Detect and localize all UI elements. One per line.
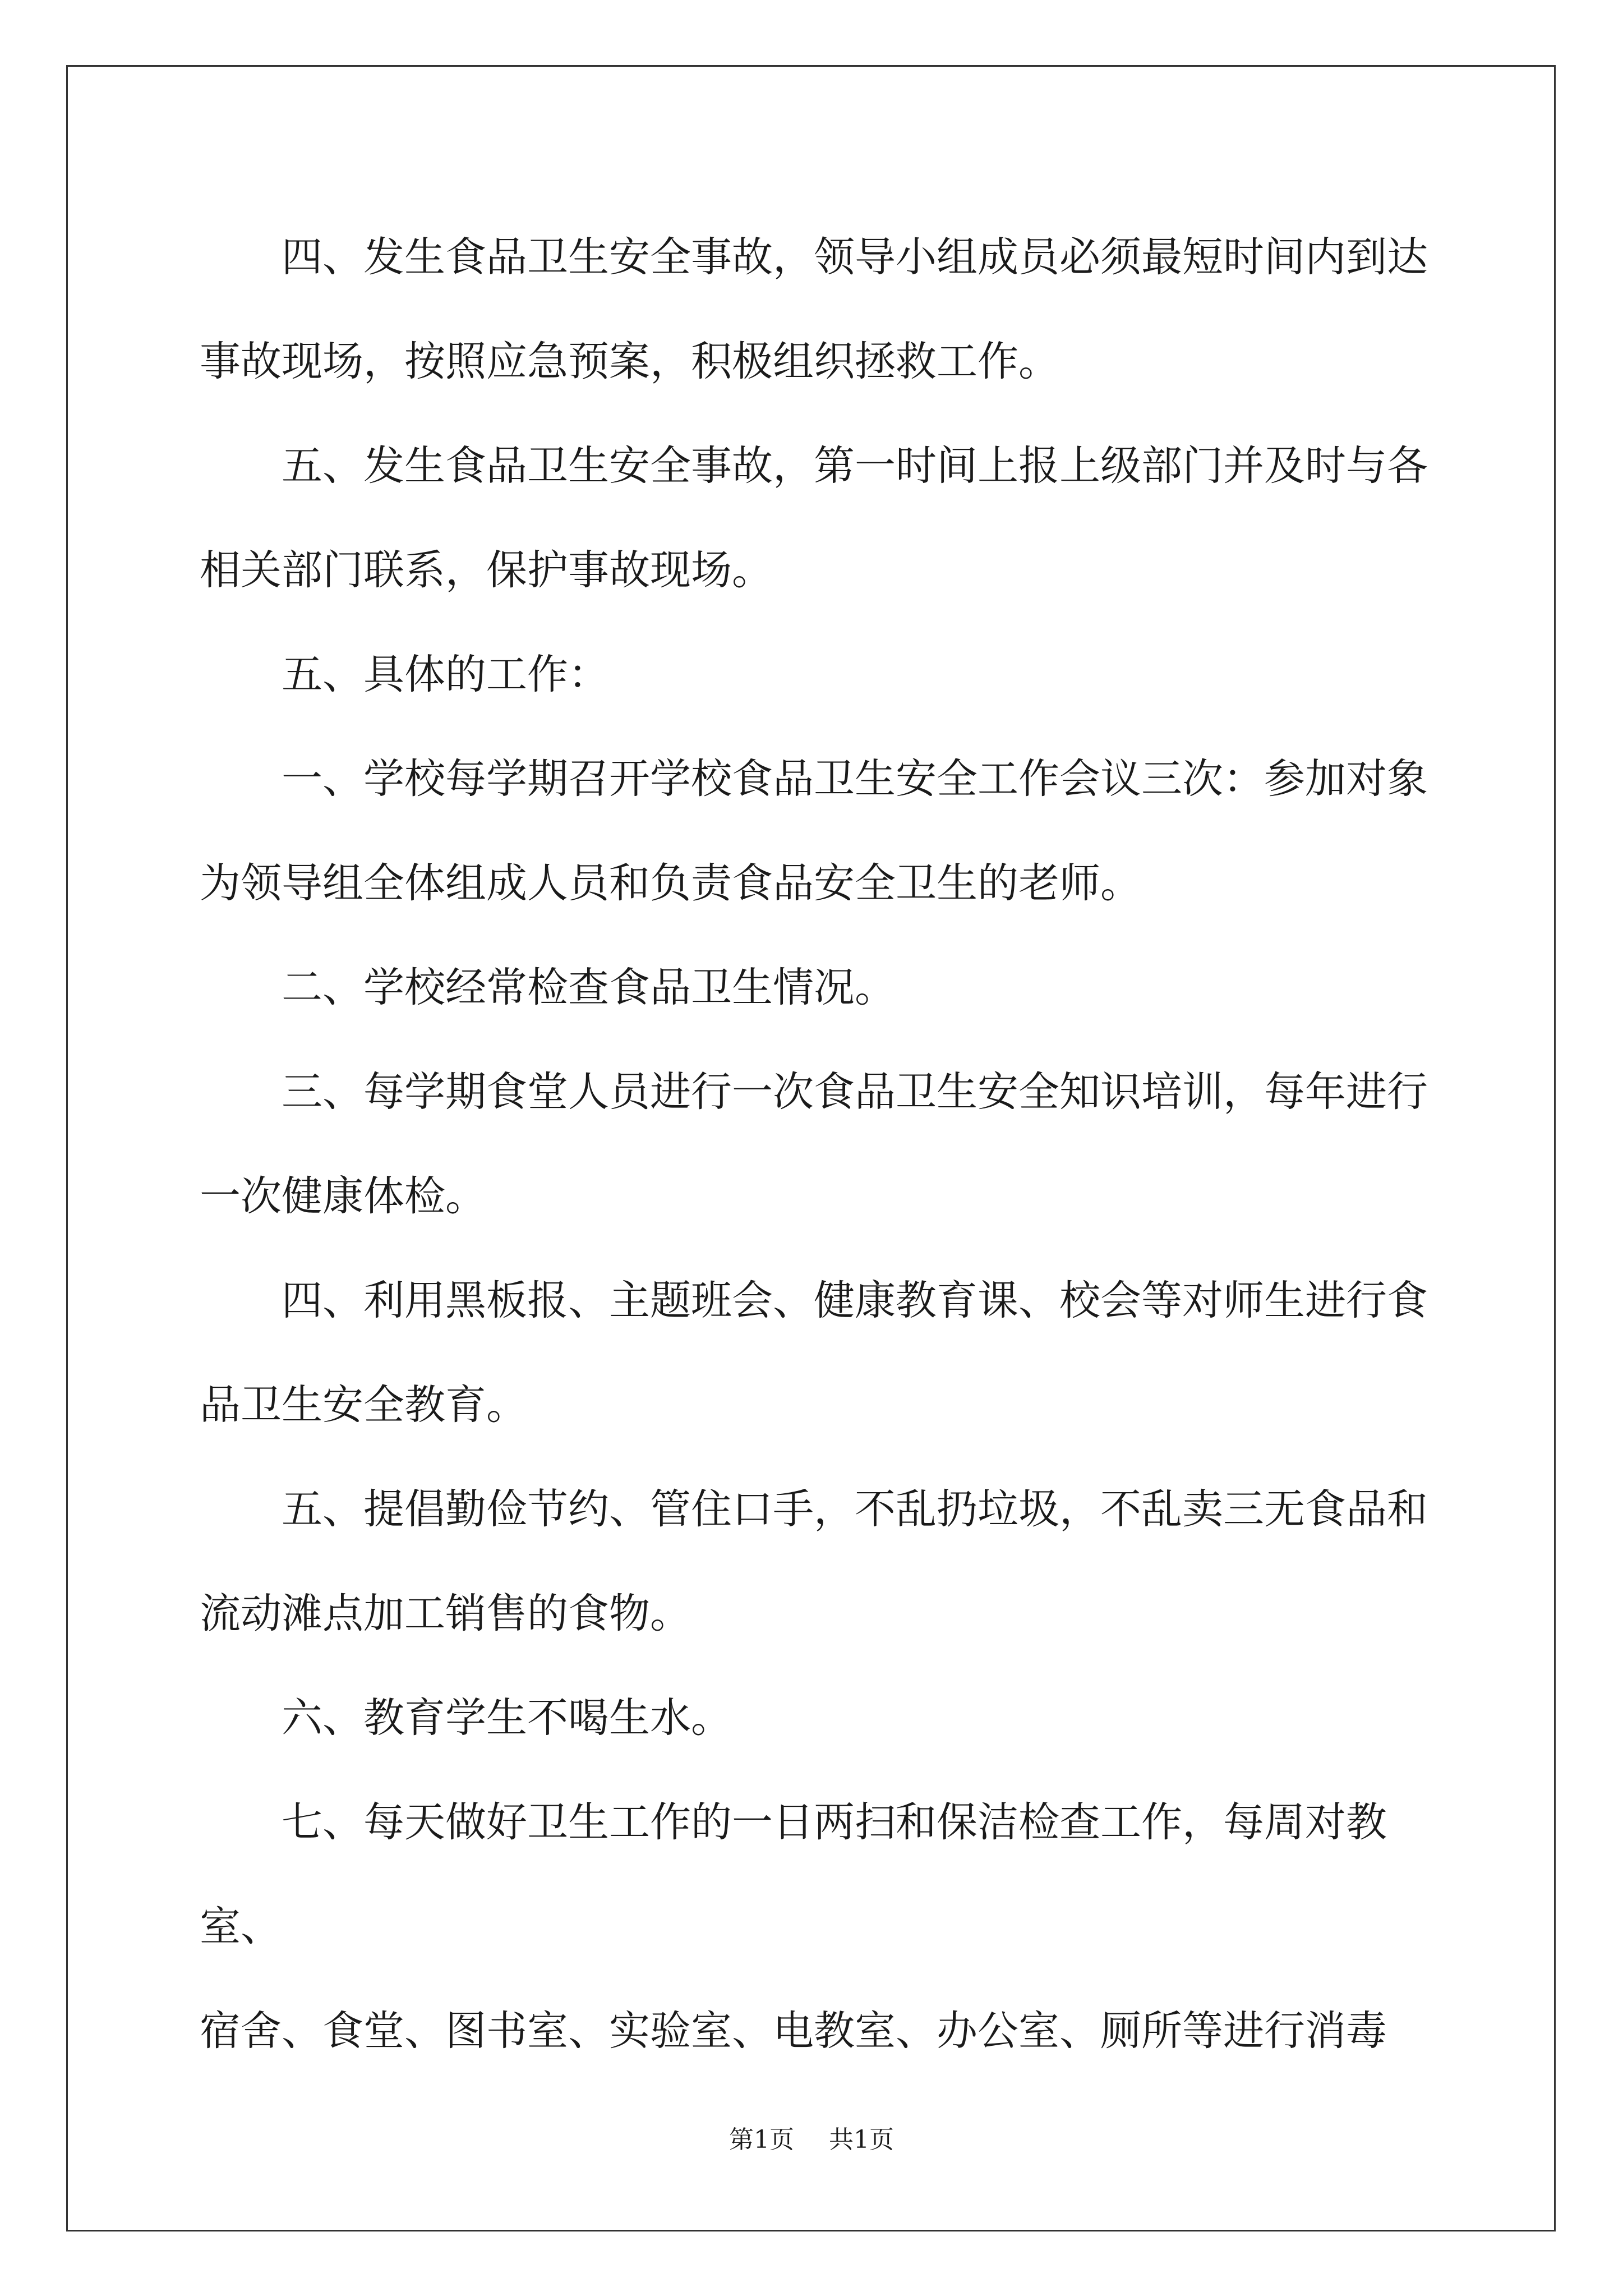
paragraph [200, 623, 1461, 727]
paragraph [200, 1040, 1461, 1249]
paragraph-line: 流动滩点加工销售的食物。 [200, 1590, 691, 1637]
paragraph [200, 936, 1461, 1040]
paragraph [200, 1770, 1461, 2083]
paragraph-line: 四、发生食品卫生安全事故，领导小组成员必须最短时间内到达 [282, 233, 1428, 281]
paragraph-line: 三、每学期食堂人员进行一次食品卫生安全知识培训，每年进行 [282, 1068, 1428, 1116]
paragraph-line: 一、学校每学期召开学校食品卫生安全工作会议三次：参加对象 [282, 755, 1428, 803]
paragraph [200, 1457, 1461, 1666]
paragraph [200, 727, 1461, 936]
paragraph-line: 为领导组全体组成人员和负责食品安全卫生的老师。 [200, 859, 1141, 907]
paragraph [200, 205, 1461, 414]
paragraph-line: 七、每天做好卫生工作的一日两扫和保洁检查工作，每周对教室、 [200, 1798, 1387, 1950]
paragraph-line: 相关部门联系，保护事故现场。 [200, 546, 773, 594]
page-number: 第1页 [729, 2125, 794, 2154]
paragraph [200, 414, 1461, 623]
paragraph-line: 一次健康体检。 [200, 1172, 486, 1220]
paragraph-line: 五、具体的工作： [282, 651, 609, 698]
paragraph [200, 1249, 1461, 1457]
paragraph-line: 事故现场，按照应急预案，积极组织拯救工作。 [200, 338, 1059, 385]
page-total: 共1页 [829, 2125, 894, 2154]
document-body [200, 205, 1461, 2083]
paragraph-line: 宿舍、食堂、图书室、实验室、电教室、办公室、厕所等进行消毒 [200, 2007, 1387, 2055]
paragraph-line: 品卫生安全教育。 [200, 1381, 527, 1429]
paragraph-line: 二、学校经常检查食品卫生情况。 [282, 964, 896, 1011]
paragraph-line: 五、发生食品卫生安全事故，第一时间上报上级部门并及时与各 [282, 442, 1428, 490]
paragraph-line: 五、提倡勤俭节约、管住口手，不乱扔垃圾，不乱卖三无食品和 [282, 1485, 1428, 1533]
paragraph-line: 六、教育学生不喝生水。 [282, 1694, 732, 1742]
paragraph [200, 1666, 1461, 1770]
paragraph-line: 四、利用黑板报、主题班会、健康教育课、校会等对师生进行食 [282, 1277, 1428, 1324]
page-footer [0, 2119, 1623, 2155]
